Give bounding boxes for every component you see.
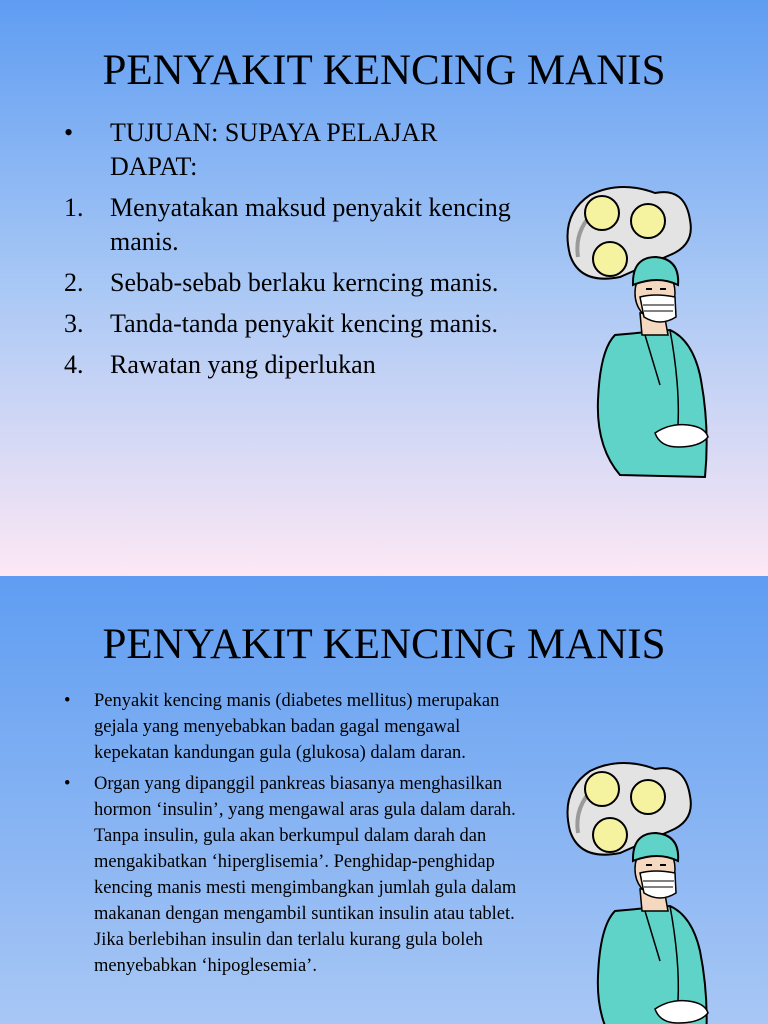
slide-2 <box>0 576 768 1024</box>
list-item-text: Penyakit kencing manis (diabetes mellitus) merupakan gejala yang menyebabkan badan gagal mengawal kepekatan kandungan gula (glukosa) dalam daran. <box>94 691 500 763</box>
list-item <box>64 348 514 382</box>
list-item <box>64 771 534 979</box>
surgeon-with-operating-lamp-icon <box>560 761 720 1024</box>
list-item-text: Sebab-sebab berlaku kerncing manis. <box>110 268 499 297</box>
list-item <box>64 307 514 341</box>
list-marker: • <box>64 691 71 711</box>
list-item <box>64 266 514 300</box>
slide-1-title: PENYAKIT KENCING MANIS <box>102 47 666 94</box>
list-marker: 2. <box>64 268 84 297</box>
list-item-text: Menyatakan maksud penyakit kencing manis. <box>110 193 511 256</box>
list-marker: 3. <box>64 309 84 338</box>
list-item <box>64 116 514 184</box>
surgeon-with-operating-lamp-icon <box>560 185 720 485</box>
list-item <box>64 191 514 259</box>
list-item-text: Organ yang dipanggil pankreas biasanya menghasilkan hormon ‘insulin’, yang mengawal aras gula dalam darah. Tanpa insulin, gula akan berkumpul dalam darah dan mengakibatkan ‘hiperglisemia’. Penghidap-penghidap kencing manis mesti mengimbangkan jumlah gula dalam makanan dengan mengambil suntikan insulin atau tablet. Jika berlebihan insulin dan terlalu kurang gula boleh menyebabkan ‘hipoglesemia’. <box>94 774 517 976</box>
description-list <box>64 688 534 984</box>
list-marker: 4. <box>64 350 84 379</box>
list-marker: 1. <box>64 193 84 222</box>
list-item <box>64 688 534 766</box>
objectives-list <box>64 116 514 389</box>
list-item-text: TUJUAN: SUPAYA PELAJAR DAPAT: <box>110 118 438 181</box>
list-item-text: Tanda-tanda penyakit kencing manis. <box>110 309 499 338</box>
list-item-text: Rawatan yang diperlukan <box>110 350 376 379</box>
list-marker: • <box>64 774 71 794</box>
slide-2-title: PENYAKIT KENCING MANIS <box>102 621 666 668</box>
list-marker: • <box>64 118 74 147</box>
